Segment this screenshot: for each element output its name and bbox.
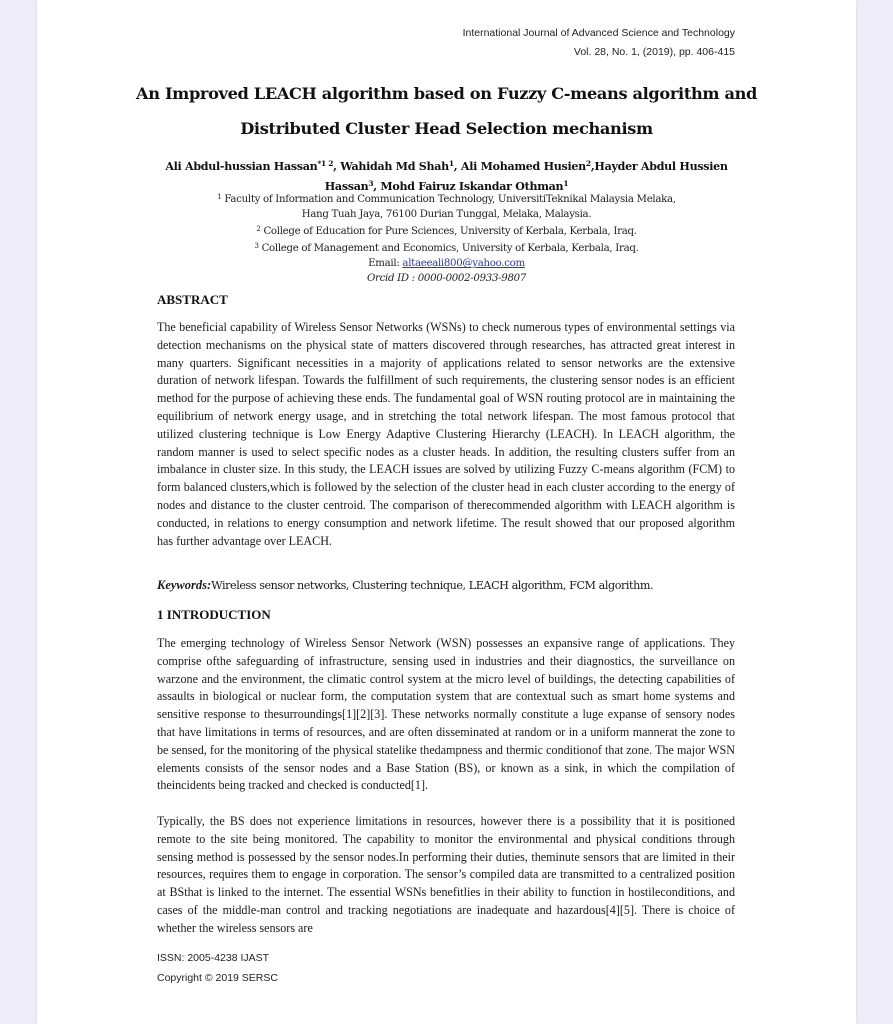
introduction-paragraph-2: Typically, the BS does not experience limitations in resources, however there is a possibility that it is positioned remote to the site being monitored. The capability to monitor the environmental and physical conditions through sensing method is possessed by the sensor nodes.In performing their duties, theminute sensors that are limited in their resources, requires them to engage in corporation. The sensor’s compiled data are transmitted to a centralized position at BSthat is linked to the internet. The essential WSNs benefitlies in their ability to function in hostileconditions, and cases of the middle-man control and tracking negotiations are inadequate and hazardous[4][5]. There is choice of whether the wireless sensors are bbox=[157, 814, 735, 935]
abstract-body: The beneficial capability of Wireless Sensor Networks (WSNs) to check numerous types of environmental settings via detection mechanisms on the physical state of matters discovered through researches, has attracted great interest in many quarters. Significant necessities in a majority of applications related to sensor networks are the extensive duration of network lifespan. Towards the fulfillment of such requirements, the clustering sensor nodes is an efficient method for the purpose of achieving these ends. The fundamental goal of WSN routing protocol are in maintaining the equilibrium of network energy usage, and in stretching the total network lifespan. The most famous protocol that utilized clustering technique is Low Energy Adaptive Clustering Hierarchy (LEACH). In LEACH algorithm, the random manner is used to select specific nodes as a cluster heads. In addition, the resulting clusters suffer from an imbalance in cluster size. In this study, the LEACH issues are solved by utilizing Fuzzy C-means algorithm (FCM) to form balanced clusters,which is followed by the selection of the cluster head in each cluster according to the energy of nodes and distance to the cluster centroid. The comparison of therecommended algorithm with LEACH algorithm is conducted, in relations to energy consumption and network lifetime. The result showed that our proposed algorithm has further advantage over LEACH. bbox=[157, 320, 735, 548]
keywords-line bbox=[157, 578, 653, 593]
paper-title-line-1: An Improved LEACH algorithm based on Fuzzy C-means algorithm and bbox=[136, 84, 757, 103]
affiliation-mark: 1 bbox=[217, 193, 222, 201]
abstract-heading: ABSTRACT bbox=[157, 292, 228, 307]
author-affiliation-mark: 1 bbox=[563, 179, 569, 188]
author-name: ,Hayder Abdul Hussien bbox=[590, 160, 728, 173]
affiliation-mark: 3 bbox=[254, 242, 259, 251]
author-affiliation-mark: 2 bbox=[585, 159, 591, 168]
affiliation-text: Faculty of Information and Communication Technology, UniversitiTeknikal Malaysia Melaka, bbox=[221, 194, 676, 205]
running-header-volume: Vol. 28, No. 1, (2019), pp. 406-415 bbox=[573, 46, 735, 58]
affiliation-text: College of Education for Pure Sciences, University of Kerbala, Kerbala, Iraq. bbox=[260, 226, 637, 238]
email-label: Email: bbox=[368, 258, 403, 270]
author-affiliation-mark: 1 bbox=[448, 159, 454, 168]
email-line bbox=[37, 256, 856, 271]
author-name: , Mohd Fairuz Iskandar Othman bbox=[373, 180, 564, 193]
affiliations bbox=[37, 190, 856, 287]
author-name: , Wahidah Md Shah bbox=[333, 160, 449, 173]
author-name: Hassan bbox=[324, 180, 369, 193]
introduction-paragraph-1: The emerging technology of Wireless Sensor Network (WSN) possesses an expansive range of applications. They comprise ofthe safeguarding of infrastructure, sensing used in industries and their diagnostics, the surveillance on warzone and the environment, the climatic control system at the micro level of buildings, the detecting capabilities of assaults in biological or nuclear form, the computation system that are contextual such as smart home systems and sensitive response to thesurroundings[1][2][3]. These networks normally constitute a luge expanse of sensory nodes that have limitations in terms of resources, and are often disseminated at random or in a uniform mannerat the zone to be sensed, for the monitoring of the physical statelike thedampness and thermic conditionof that zone. The major WSN elements consists of the sensor nodes and a Base Station (BS), or known as a sink, in which the compilation of theincidents being tracked and checked is conducted[1]. bbox=[157, 636, 735, 793]
footer-issn: ISSN: 2005-4238 IJAST bbox=[157, 952, 270, 964]
orcid-id: Orcid ID : 0000-0002-0933-9807 bbox=[366, 273, 527, 285]
paper-title bbox=[37, 76, 856, 146]
affiliation-3 bbox=[37, 239, 856, 256]
author-name: Ali Abdul-hussian Hassan bbox=[165, 160, 318, 173]
email-link[interactable]: altaeeali800@yahoo.com bbox=[402, 258, 525, 270]
paper-title-line-2: Distributed Cluster Head Selection mechanism bbox=[240, 119, 653, 138]
keywords-text: Wireless sensor networks, Clustering technique, LEACH algorithm, FCM algorithm. bbox=[211, 579, 654, 592]
author-list bbox=[37, 155, 856, 195]
author-name: , Ali Mohamed Husien bbox=[453, 160, 586, 173]
author-affiliation-mark: *1 2 bbox=[317, 159, 334, 168]
keywords-label: Keywords: bbox=[157, 578, 212, 592]
affiliation-2 bbox=[37, 222, 856, 239]
document-page bbox=[37, 0, 856, 1024]
affiliation-mark: 2 bbox=[256, 225, 261, 234]
affiliation-1-cont: Hang Tuah Jaya, 76100 Durian Tunggal, Melaka, Malaysia. bbox=[301, 209, 592, 221]
affiliation-text: College of Management and Economics, University of Kerbala, Kerbala, Iraq. bbox=[258, 243, 639, 255]
affiliation-1 bbox=[37, 190, 856, 207]
author-affiliation-mark: 3 bbox=[368, 179, 374, 188]
footer-copyright: Copyright © 2019 SERSC bbox=[157, 972, 278, 984]
introduction-heading: 1 INTRODUCTION bbox=[157, 607, 271, 622]
running-header-journal: International Journal of Advanced Science and Technology bbox=[462, 27, 735, 39]
